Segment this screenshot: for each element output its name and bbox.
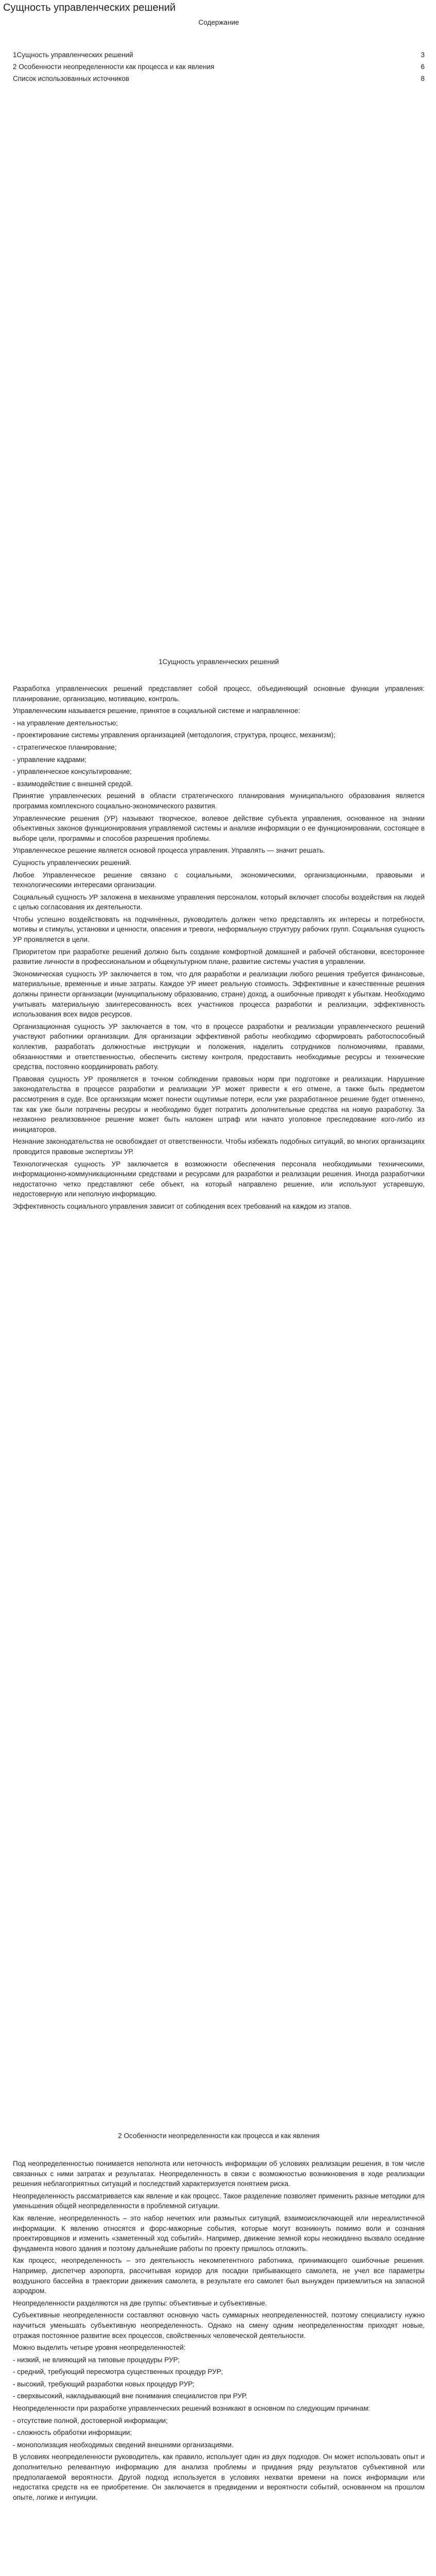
paragraph: Организационная сущность УР заключается в том, что в процессе разработки и реализации управленческого решений участвуют работники организации. Для организации эффективной работы необходимо сформировать работоспособный коллектив, разработать должностные инструкции и положения, наделить сотрудников полномочиями, правами, обязанностями и ответственностью, обеспечить систему контроля, предоставить необходимые ресурсы и технические средства, постоянно координировать работу. <box>13 1022 425 1071</box>
paragraph: Управленческим называется решение, принятое в социальной системе и направленное: <box>13 707 301 715</box>
toc-item[interactable] <box>13 49 425 61</box>
toc-item-text: 1Сущность управленческих решений <box>13 51 133 59</box>
paragraph: Разработка управленческих решений представляет собой процесс, объединяющий основные функции управления: планирование, организацию, мотивацию, контроль. <box>13 685 425 703</box>
paragraph: Приоритетом при разработке решений должно быть создание комфортной домашней и рабочей обстановки, всестороннее развитие личности в профессиональном и общекультурном плане, развитие системы участия в управлении. <box>13 947 425 966</box>
toc-item-page: 3 <box>421 51 425 59</box>
list-item: - на управление деятельностью; <box>13 719 118 727</box>
paragraph: Управленческие решения (УР) называют творческое, волевое действие субъекта управления, основанное на знании объективных законов функционирования управляемой системы и анализе информации о ее функционировании, состоящее в выборе цели, программы и способов разрешения проблемы. <box>13 814 425 842</box>
paragraph: Любое Управленческое решение связано с социальными, экономическими, организационными, правовыми и технологическими интересами организации. <box>13 871 425 889</box>
paragraph: Можно выделить четыре уровня неопределенностей: <box>13 2344 186 2352</box>
toc-item[interactable] <box>13 61 425 73</box>
list-item: - низкий, не влияющий на типовые процедуры РУР; <box>13 2355 180 2364</box>
paragraph: Неопределенности разделяются на две группы: объективные и субъективные. <box>13 2299 267 2307</box>
paragraph: Правовая сущность УР проявляется в точном соблюдении правовых норм при подготовке и реализации. Нарушение законодательства в процессе разработки и реализации УР может привести к его отмене, а также быть предметом рассмотрения в суде. Все организации может понести ощутимые потери, если уже разработанное решение будет отменено, так как уже были потрачены ресурсы и необходимо будет потратить дополнительные средства на новую разработку. За незаконно реализованное решение может быть наложен штраф или начато уголовное преследование кого-либо из инициаторов. <box>13 1075 425 1133</box>
toc-item[interactable] <box>13 73 425 84</box>
list-item: - проектирование системы управления организацией (методология, структура, процесс, механизм); <box>13 731 336 739</box>
paragraph: Управленческое решение является основой процесса управления. Управлять — значит решать. <box>13 846 325 855</box>
section-2-body <box>13 2159 425 2504</box>
paragraph: Чтобы успешно воздействовать на подчинённых, руководитель должен четко представлять их интересы и потребности, мотивы и стимулы, установки и ценности, опасения и тревоги, неформальную структуру рабочих групп. Социальная сущность УР проявляется в цели. <box>13 915 425 944</box>
list-item: - управление кадрами; <box>13 755 87 764</box>
section-2-title: 2 Особенности неопределенности как процесса и как явления <box>118 2132 320 2140</box>
list-item: - сверхвысокий, накладывающий вне понимания специалистов при РУР. <box>13 2392 248 2400</box>
paragraph: Экономическая сущность УР заключается в том, что для разработки и реализации любого решения требуется финансовые, материальные, временные и иные затраты. Каждое УР имеет реальную стоимость. Эффективные и качественные решения должны принести организации (муниципальному образованию, стране) доход, а ошибочные приводят к убыткам. Необходимо учитывать материальную заинтересованность всех участников процесса разработки и реализации, эффективность использования всех видов ресурсов. <box>13 970 425 1019</box>
list-item: - сложность обработки информации; <box>13 2429 132 2437</box>
paragraph: Субъективные неопределенности составляют основную часть суммарных неопределенностей, поэтому специалисту нужно научиться уменьшать субъективную неопределенность. Однако на смену одним неопределенностям приходят новые, отражая постоянное развитие всех процессов, свойственных человеческой деятельности. <box>13 2311 425 2340</box>
toc-item-page: 6 <box>421 63 425 71</box>
paragraph: Технологическая сущность УР заключается в возможности обеспечения персонала необходимыми техническими, информационно-коммуникационными средствами и ресурсами для разработки и реализации решения. Иногда разработчики недостаточно четко представляют себе объект, на который направлено решение, или используют устаревшую, недостоверную или неполную информацию. <box>13 1160 425 1198</box>
section-1-title: 1Сущность управленческих решений <box>159 658 279 666</box>
list-item: - взаимодействие с внешней средой. <box>13 779 133 788</box>
paragraph: Принятие управленческих решений в области стратегического планирования муниципального образования является программа комплексного социально-экономического развития. <box>13 792 425 810</box>
toc-heading: Содержание <box>198 19 239 26</box>
list-item: - высокий, требующий разработки новых процедур РУР; <box>13 2380 195 2388</box>
section-1-body <box>13 684 425 1214</box>
paragraph: В условиях неопределенности руководитель, как правило, использует один из двух подходов. Он может использовать опыт и дополнительно релевантную информацию для анализа проблемы и придания ряду результатов субъективной или предполагаемой вероятности. Другой подход используется в условиях нехватки времени на поиск информации или недостатка средств на ее приобретение. Он заключается в предвидении и вероятности событий, основанном на прошлом опыте, логике и интуиции. <box>13 2453 425 2501</box>
paragraph: Под неопределенностью понимается неполнота или неточность информации об условиях реализации решения, в том числе связанных с ними затратах и результатах. Неопределенность в связи с возможностью возникновения в ходе реализации решения неблагоприятных ситуаций и последствий характеризуется понятием риска. <box>13 2160 425 2188</box>
list-item: - стратегическое планирование; <box>13 743 117 751</box>
table-of-contents <box>13 19 425 84</box>
toc-item-text: Список использованных источников <box>13 75 129 82</box>
list-item: - управленческое консультирование; <box>13 768 132 776</box>
list-item: - средний, требующий пересмотра существенных процедур РУР; <box>13 2368 223 2376</box>
paragraph: Социальный сущность УР заложена в механизме управления персоналом, который включает способы воздействия на людей с целью согласования их деятельности. <box>13 893 425 911</box>
list-item: - монополизация необходимых сведений внешними организациями. <box>13 2441 234 2449</box>
paragraph: Сущность управленческих решений. <box>13 858 131 867</box>
paragraph: Неопределенность рассматривается как явление и как процесс. Такое разделение позволяет применить разные методики для уменьшения общей неопределенности в проблемной ситуации. <box>13 2192 425 2210</box>
paragraph: Неопределенности при разработке управленческих решений возникают в основном по следующим причинам: <box>13 2404 371 2413</box>
toc-item-text: 2 Особенности неопределенности как процесса и как явления <box>13 63 215 71</box>
document-title: Сущность управленческих решений <box>3 2 176 13</box>
paragraph: Как явление, неопределенность – это набор нечетких или размытых ситуаций, взаимоисключающей или нереалистичной информации. К явлению относятся и форс-мажорные события, которые могут возникнуть помимо воли и сознания проектировщиков и изменить «заметенный ход событий». Например, движение земной коры неожиданно вызвало оседание фундамента нового здания и поэтому дальнейшие работы по проекту пришлось отложить. <box>13 2214 425 2252</box>
paragraph: Как процесс, неопределенность – это деятельность некомпетентного работника, принимающего ошибочные решения. Например, диспетчер аэропорта, рассчитывая коридор для посадки прибывающего самолета, не учел все параметры воздушного бассейна в траектории движения самолета, в результате его самолет был вынужден приземлиться на запасной аэродром. <box>13 2257 425 2295</box>
paragraph: Эффективность социального управления зависит от соблюдения всех требований на каждом из этапов. <box>13 1202 352 1210</box>
paragraph: Незнание законодательства не освобождает от ответственности. Чтобы избежать подобных ситуаций, во многих организациях проводится правовые экспертизы УР. <box>13 1138 425 1156</box>
list-item: - отсутствие полной, достоверной информации; <box>13 2416 168 2425</box>
toc-item-page: 8 <box>421 75 425 82</box>
